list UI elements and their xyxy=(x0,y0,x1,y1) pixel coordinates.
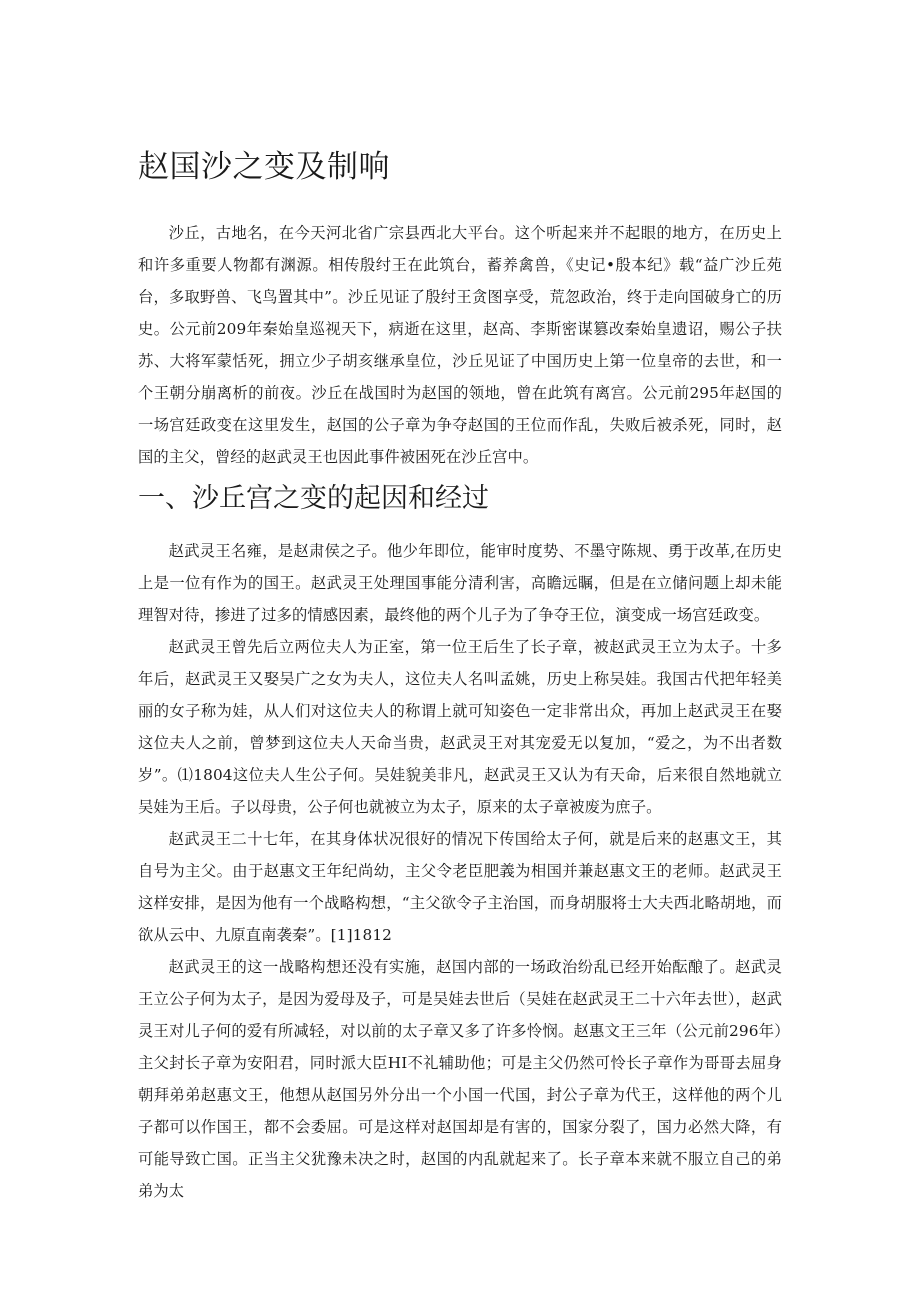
section-heading: 一、沙丘宫之变的起因和经过 xyxy=(138,483,489,514)
body-paragraph: 赵武灵王二十七年，在其身体状况很好的情况下传国给太子何，就是后来的赵惠文王，其自号为主父。由于赵惠文王年纪尚幼，主父令老臣肥義为相国并兼赵惠文王的老师。赵武灵王这样安排，是因为他有一个战略构想，“主父欲令子主治国，而身胡服将士大夫西北略胡地，而欲从云中、九原直南袭秦”。[1]1812 xyxy=(138,830,782,944)
body-paragraph: 赵武灵王名雍，是赵肃侯之子。他少年即位，能审时度势、不墨守陈规、勇于改革,在历史上是一位有作为的国王。赵武灵王处理国事能分清利害，高瞻远瞩，但是在立储问题上却未能理智对待，掺进了过多的情感因素，最终他的两个儿子为了争夺王位，演变成一场宫廷政变。 xyxy=(138,542,782,624)
section-1 xyxy=(138,483,782,1207)
intro-paragraph: 沙丘，古地名，在今天河北省广宗县西北大平台。这个听起来并不起眼的地方，在历史上和许多重要人物都有渊源。相传殷纣王在此筑台，蓄养禽兽，《史记•殷本纪》载“益广沙丘苑台，多取野兽、飞鸟置其中”。沙丘见证了殷纣王贪图享受，荒忽政治，终于走向国破身亡的历史。公元前209年秦始皇巡视天下，病逝在这里，赵高、李斯密谋篡改秦始皇遗诏，赐公子扶苏、大将军蒙恬死，拥立少子胡亥继承皇位，沙丘见证了中国历史上第一位皇帝的去世，和一个王朝分崩离析的前夜。沙丘在战国时为赵国的领地，曾在此筑有离宫。公元前295年赵国的一场宫廷政变在这里发生，赵国的公子章为争夺赵国的王位而作乱，失败后被杀死，同时，赵国的主父，曾经的赵武灵王也因此事件被困死在沙丘宫中。 xyxy=(138,224,782,466)
body-paragraph: 赵武灵王曾先后立两位夫人为正室，第一位王后生了长子章，被赵武灵王立为太子。十多年后，赵武灵王又娶吴广之女为夫人，这位夫人名叫孟姚，历史上称吴娃。我国古代把年轻美丽的女子称为娃，从人们对这位夫人的称谓上就可知姿色一定非常出众，再加上赵武灵王在娶这位夫人之前，曾梦到这位夫人天命当贵，赵武灵王对其宠爱无以复加，“爱之，为不出者数岁”。⑴1804这位夫人生公子何。吴娃貌美非凡，赵武灵王又认为有天命，后来很自然地就立吴娃为王后。子以母贵，公子何也就被立为太子，原来的太子章被废为庶子。 xyxy=(138,638,782,816)
document-title: 赵国沙之变及制响 xyxy=(138,149,390,185)
body-paragraph: 赵武灵王的这一战略构想还没有实施，赵国内部的一场政治纷乱已经开始酝酿了。赵武灵王立公子何为太子，是因为爱母及子，可是吴娃去世后（吴娃在赵武灵王二十六年去世），赵武灵王对儿子何的爱有所减轻，对以前的太子章又多了许多怜悯。赵惠文王三年（公元前296年）主父封长子章为安阳君，同时派大臣HI不礼辅助他；可是主父仍然可怜长子章作为哥哥去屈身朝拜弟弟赵惠文王，他想从赵国另外分出一个小国一代国，封公子章为代王，这样他的两个儿子都可以作国王，都不会委屈。可是这样对赵国却是有害的，国家分裂了，国力必然大降，有可能导致亡国。正当主父犹豫未决之时，赵国的内乱就起来了。长子章本来就不服立自己的弟弟为太 xyxy=(138,958,782,1200)
